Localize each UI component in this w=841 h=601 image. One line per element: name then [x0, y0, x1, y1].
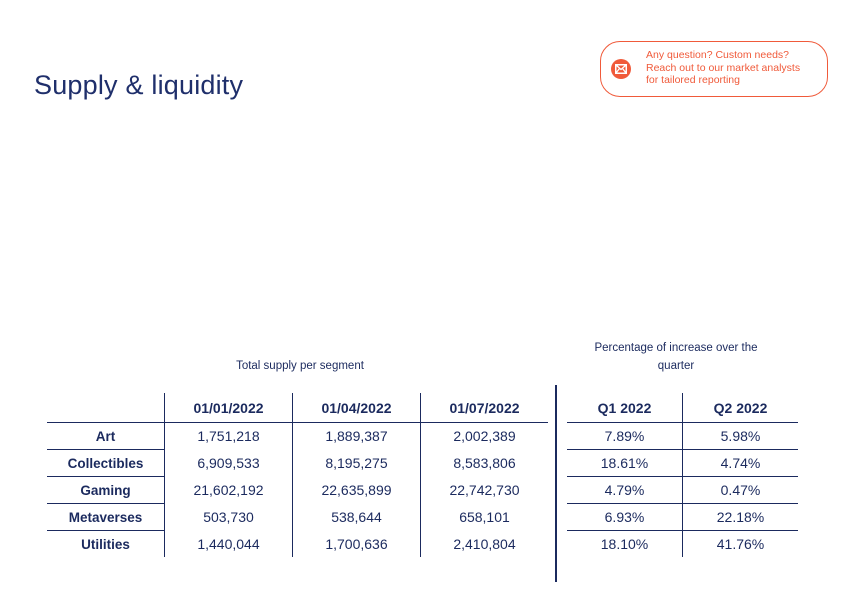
increase-value: 18.61% — [567, 450, 683, 477]
supply-value: 6,909,533 — [165, 450, 293, 477]
increase-value: 4.74% — [683, 450, 799, 477]
increase-value: 0.47% — [683, 477, 799, 504]
header-q1: Q1 2022 — [567, 393, 683, 423]
increase-caption-line-1: Percentage of increase over the — [594, 342, 758, 354]
supply-value: 2,410,804 — [421, 531, 549, 558]
table-row — [567, 531, 798, 558]
contact-text — [646, 49, 826, 87]
table-row — [567, 504, 798, 531]
increase-value: 6.93% — [567, 504, 683, 531]
increase-table — [567, 393, 798, 557]
supply-value: 22,635,899 — [293, 477, 421, 504]
header-date-3: 01/07/2022 — [421, 393, 549, 423]
supply-value: 2,002,389 — [421, 423, 549, 450]
increase-value: 41.76% — [683, 531, 799, 558]
table-row — [567, 477, 798, 504]
contact-line-3: for tailored reporting — [646, 74, 740, 86]
contact-line-1: Any question? Custom needs? — [646, 49, 790, 61]
table-row — [47, 477, 548, 504]
increase-value: 4.79% — [567, 477, 683, 504]
table-divider — [555, 385, 557, 582]
supply-value: 21,602,192 — [165, 477, 293, 504]
supply-table — [47, 393, 548, 557]
supply-value: 538,644 — [293, 504, 421, 531]
table-row — [47, 504, 548, 531]
supply-value: 1,700,636 — [293, 531, 421, 558]
segment-label: Utilities — [81, 536, 130, 552]
supply-value: 1,440,044 — [165, 531, 293, 558]
header-empty — [47, 393, 165, 423]
segment-label: Collectibles — [47, 450, 165, 477]
supply-table-header — [47, 393, 548, 423]
increase-value: 7.89% — [567, 423, 683, 450]
supply-value: 8,583,806 — [421, 450, 549, 477]
table-row — [47, 531, 548, 558]
contact-callout[interactable] — [600, 41, 828, 97]
mail-icon — [611, 59, 631, 79]
supply-value: 658,101 — [421, 504, 549, 531]
increase-value: 5.98% — [683, 423, 799, 450]
increase-table-caption — [566, 339, 786, 375]
segment-label: Art — [47, 423, 165, 450]
contact-line-2: Reach out to our market analysts — [646, 61, 801, 74]
page-title: Supply & liquidity — [34, 70, 244, 100]
supply-value: 503,730 — [165, 504, 293, 531]
table-row — [567, 423, 798, 450]
supply-value: 1,751,218 — [165, 423, 293, 450]
header-date-2: 01/04/2022 — [293, 393, 421, 423]
supply-value: 1,889,387 — [293, 423, 421, 450]
segment-label: Gaming — [47, 477, 165, 504]
segment-label: Metaverses — [47, 504, 165, 531]
table-row — [47, 450, 548, 477]
table-row — [47, 423, 548, 450]
increase-table-header — [567, 393, 798, 423]
supply-value: 22,742,730 — [421, 477, 549, 504]
header-q2: Q2 2022 — [683, 393, 799, 423]
increase-value: 22.18% — [683, 504, 799, 531]
header-date-1: 01/01/2022 — [165, 393, 293, 423]
increase-caption-line-2: quarter — [657, 360, 695, 372]
supply-table-caption: Total supply per segment — [236, 360, 364, 372]
supply-value: 8,195,275 — [293, 450, 421, 477]
table-row — [567, 450, 798, 477]
increase-value: 18.10% — [600, 536, 649, 552]
